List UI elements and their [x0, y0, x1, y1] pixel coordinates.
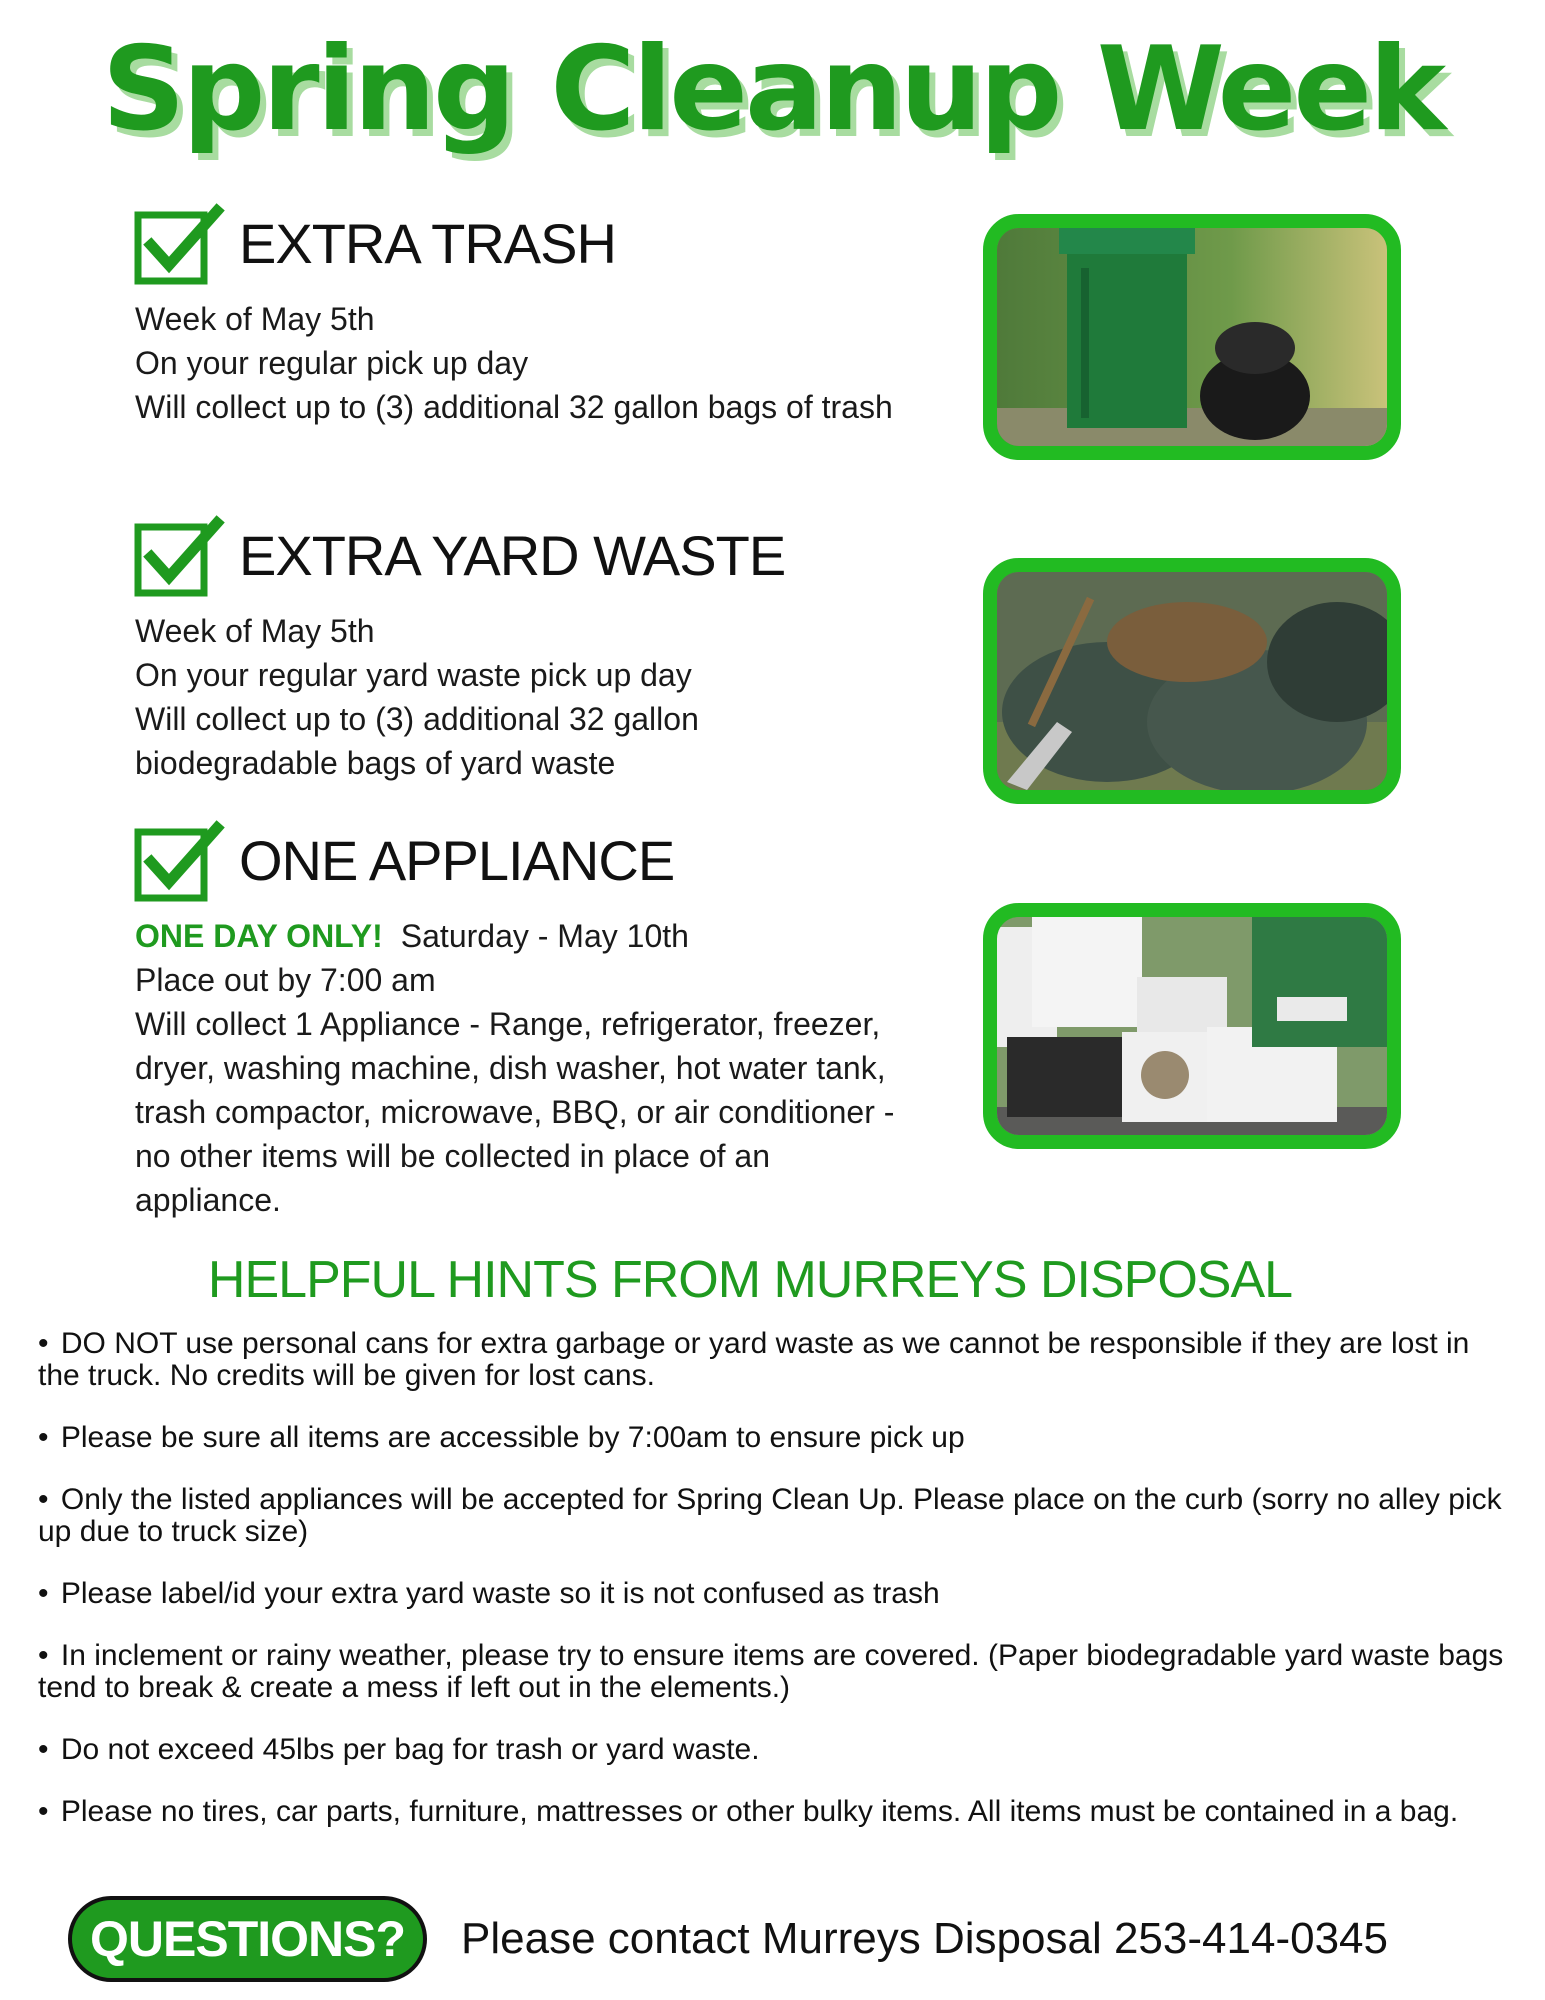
section-body [135, 914, 895, 1222]
section-heading: EXTRA TRASH [239, 211, 616, 275]
list-item [38, 1484, 1508, 1548]
bullet: • [38, 1327, 49, 1360]
hint-text: Please no tires, car parts, furniture, mattresses or other bulky items. All items must be contained in a bag. [60, 1795, 1459, 1828]
list-item [38, 1422, 1508, 1454]
one-day-only-highlight: ONE DAY ONLY! [135, 918, 383, 954]
page-title: Spring Cleanup Week [101, 22, 1444, 157]
section-header [135, 820, 895, 900]
section-header [135, 203, 895, 283]
bullet: • [38, 1421, 49, 1454]
section-heading: ONE APPLIANCE [239, 828, 675, 892]
section-line: Will collect up to (3) additional 32 gallon biodegradable bags of yard waste [135, 701, 699, 781]
checkbox-check-icon [135, 519, 207, 591]
section-one-appliance [135, 820, 895, 1222]
checkbox-check-icon [135, 207, 207, 279]
section-header [135, 515, 895, 595]
section-line: On your regular pick up day [135, 345, 529, 381]
date-line [135, 914, 895, 958]
appliances-photo [983, 903, 1401, 1149]
footer [68, 1893, 1508, 1985]
section-body [135, 609, 775, 785]
section-extra-yard-waste [135, 515, 895, 785]
bullet: • [38, 1639, 49, 1672]
section-line: Week of May 5th [135, 613, 375, 649]
list-item [38, 1796, 1508, 1828]
trash-bin-photo [983, 214, 1401, 460]
list-item [38, 1734, 1508, 1766]
contact-info: Please contact Murreys Disposal 253-414-0345 [461, 1914, 1388, 1963]
section-line: Will collect up to (3) additional 32 gallon bags of trash [135, 389, 893, 425]
hint-text: DO NOT use personal cans for extra garbage or yard waste as we cannot be responsible if they are lost in the truck. No credits will be given for lost cans. [38, 1327, 1470, 1392]
section-line: On your regular yard waste pick up day [135, 657, 692, 693]
bullet: • [38, 1733, 49, 1766]
hint-text: Please label/id your extra yard waste so it is not confused as trash [60, 1577, 940, 1610]
yard-waste-bags-photo [983, 558, 1401, 804]
questions-button[interactable]: QUESTIONS? [68, 1896, 427, 1982]
bullet: • [38, 1577, 49, 1610]
hint-text: Only the listed appliances will be accepted for Spring Clean Up. Please place on the curb (sorry no alley pick up due to truck size) [38, 1483, 1502, 1548]
appliance-date: Saturday - May 10th [400, 918, 689, 954]
section-line: Will collect 1 Appliance - Range, refrigerator, freezer, dryer, washing machine, dish washer, hot water tank, trash compactor, microwave, BBQ, or air conditioner - no other items will be collected in place of an appliance. [135, 1006, 895, 1218]
section-extra-trash [135, 203, 895, 429]
list-item [38, 1578, 1508, 1610]
list-item [38, 1328, 1508, 1392]
hint-text: Please be sure all items are accessible by 7:00am to ensure pick up [60, 1421, 965, 1454]
checkbox-check-icon [135, 824, 207, 896]
section-body [135, 297, 895, 429]
hints-list [38, 1328, 1508, 1858]
section-line: Week of May 5th [135, 301, 375, 337]
bullet: • [38, 1795, 49, 1828]
section-heading: EXTRA YARD WASTE [239, 523, 786, 587]
bullet: • [38, 1483, 49, 1516]
section-line: Place out by 7:00 am [135, 962, 436, 998]
list-item [38, 1640, 1508, 1704]
hint-text: Do not exceed 45lbs per bag for trash or yard waste. [60, 1733, 760, 1766]
hints-title: HELPFUL HINTS FROM MURREYS DISPOSAL [207, 1251, 1293, 1309]
hint-text: In inclement or rainy weather, please try to ensure items are covered. (Paper biodegradable yard waste bags tend to break & create a mess if left out in the elements.) [38, 1639, 1504, 1704]
